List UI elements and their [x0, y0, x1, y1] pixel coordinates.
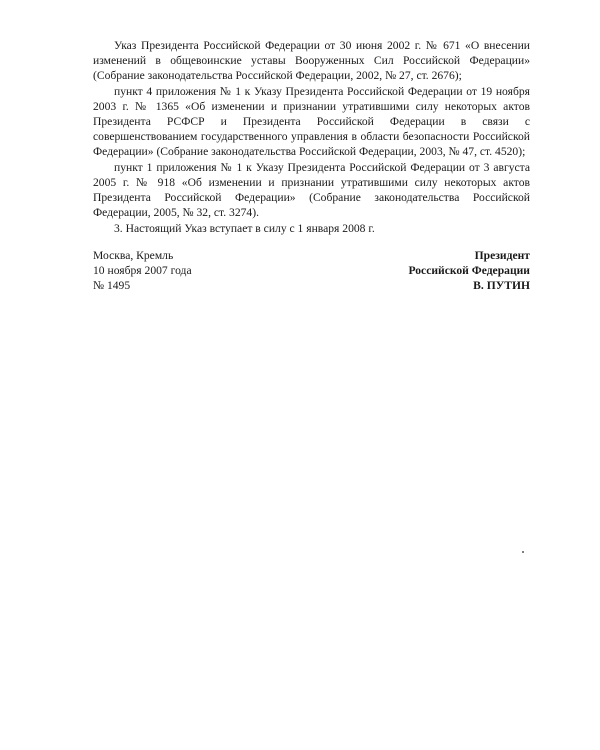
- decree-number: № 1495: [93, 279, 131, 293]
- signatory-name: В. ПУТИН: [473, 279, 530, 293]
- signatory-title-2: Российской Федерации: [408, 264, 530, 278]
- signatory-block: [290, 248, 530, 294]
- paragraph-effective-date: 3. Настоящий Указ вступает в силу с 1 января 2008 г.: [114, 222, 375, 236]
- signatory-title-1: Президент: [474, 249, 530, 262]
- paragraph-decree-1365: пункт 4 приложения № 1 к Указу Президента Российской Федерации от 19 ноября 2003 г. № 1365 «Об изменении и признании утратившими силу некоторых актов Президента РСФСР и Президента Российской Федерации в связи с совершенствованием государственного управления в области безопасности Российской Федерации» (Собрание законодательства Российской Федерации, 2003, № 47, ст. 4520);: [93, 84, 530, 159]
- signing-date: 10 ноября 2007 года: [93, 264, 192, 278]
- paragraph-decree-671: Указ Президента Российской Федерации от 30 июня 2002 г. № 671 «О внесении изменений в общевоинские уставы Вооруженных Сил Российской Федерации» (Собрание законодательства Российской Федерации, 2002, № 27, ст. 2676);: [93, 39, 530, 83]
- signing-place: Москва, Кремль: [93, 249, 174, 262]
- scan-speck: [522, 551, 524, 553]
- paragraph-decree-918: пункт 1 приложения № 1 к Указу Президента Российской Федерации от 3 августа 2005 г. № 918 «Об изменении и признании утратившими силу некоторых актов Президента Российской Федерации» (Собрание законодательства Российской Федерации, 2005, № 32, ст. 3274).: [93, 160, 530, 220]
- place-date-block: [93, 248, 293, 294]
- decree-text: [93, 38, 530, 237]
